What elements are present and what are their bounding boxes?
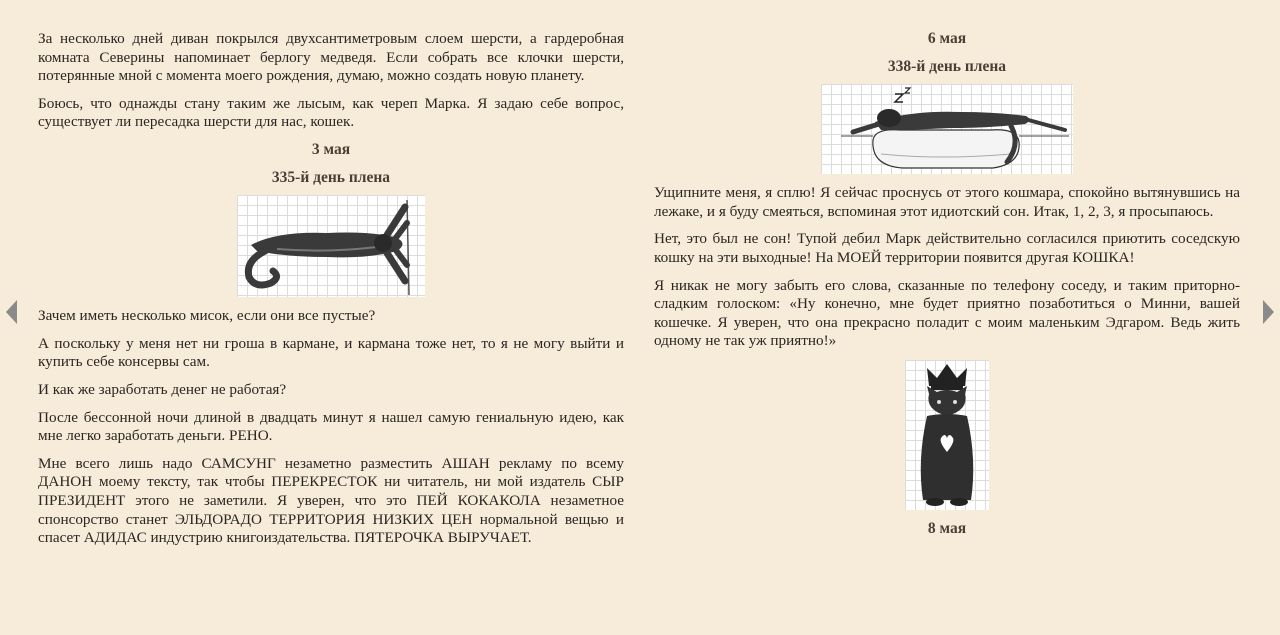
right-page	[654, 30, 1240, 548]
date-heading: 6 мая	[927, 30, 967, 47]
paragraph: Я никак не могу забыть его слова, сказанные по телефону соседу, и таким приторно-сладким голоском: «Ну конечно, мне будет приятно позаботиться о Минни, вашей кошечке. Я уверен, что она прекрасно поладит с моим маленьким Эдгаром. Ведь жить одному не так уж приятно!»	[654, 276, 1240, 350]
paragraph: Нет, это был не сон! Тупой дебил Марк действительно согласился приютить соседскую кошку на эти выходные! На МОЕЙ территории появится другая КОШКА!	[654, 230, 1240, 266]
paragraph: Ущипните меня, я сплю! Я сейчас проснусь от этого кошмара, спокойно вытянувшись на лежаке, и я буду смеяться, вспоминая этот идиотский сон. Итак, 1, 2, 3, я просыпаюсь.	[654, 184, 1240, 220]
paragraph: После бессонной ночи длиной в двадцать минут я нашел самую гениальную идею, как мне легко заработать деньги. РЕНО.	[38, 408, 624, 445]
day-heading: 338-й день плена	[887, 57, 1007, 75]
left-page	[38, 30, 624, 557]
paragraph: А поскольку у меня нет ни гроша в кармане, и кармана тоже нет, то я не могу выйти и купить себе консервы сам.	[38, 334, 624, 371]
paragraph: Зачем иметь несколько мисок, если они все пустые?	[38, 307, 376, 325]
paragraph: За несколько дней диван покрылся двухсантиметровым слоем шерсти, а гардеробная комната Северины напоминает берлогу медведя. Если собрать все клочки шерсти, потерянные мной с момента моего рождения, думаю, можно создать новую планету.	[38, 30, 624, 85]
paragraph: Боюсь, что однажды стану таким же лысым, как череп Марка. Я задаю себе вопрос, существует ли пересадка шерсти для нас, кошек.	[38, 94, 624, 131]
cat-with-crown-illustration	[905, 360, 989, 510]
paragraph: Мне всего лишь надо САМСУНГ незаметно разместить АШАН рекламу по всему ДАНОН моему тексту, так чтобы ПЕРЕКРЕСТОК ни читатель, ни мой издатель СЫР ПРЕЗИДЕНТ этого не заметили. Я уверен, что это ПЕЙ КОКАКОЛА незаметное спонсорство станет ЭЛЬДОРАДО ТЕРРИТОРИЯ НИЗКИХ ЦЕН нормальной вещью и спасет АДИДАС индустрию книгоиздательства. ПЯТЕРОЧКА ВЫРУЧАЕТ.	[38, 454, 624, 547]
chevron-right-icon[interactable]	[1263, 300, 1274, 324]
cat-lying-upside-down-illustration	[237, 195, 425, 297]
sleeping-cat-on-cushion-illustration	[821, 84, 1073, 174]
day-heading: 335-й день плена	[271, 168, 391, 186]
paragraph: И как же заработать денег не работая?	[38, 380, 287, 398]
date-heading: 8 мая	[927, 519, 967, 537]
date-heading: 3 мая	[311, 140, 351, 158]
chevron-left-icon[interactable]	[6, 300, 17, 324]
